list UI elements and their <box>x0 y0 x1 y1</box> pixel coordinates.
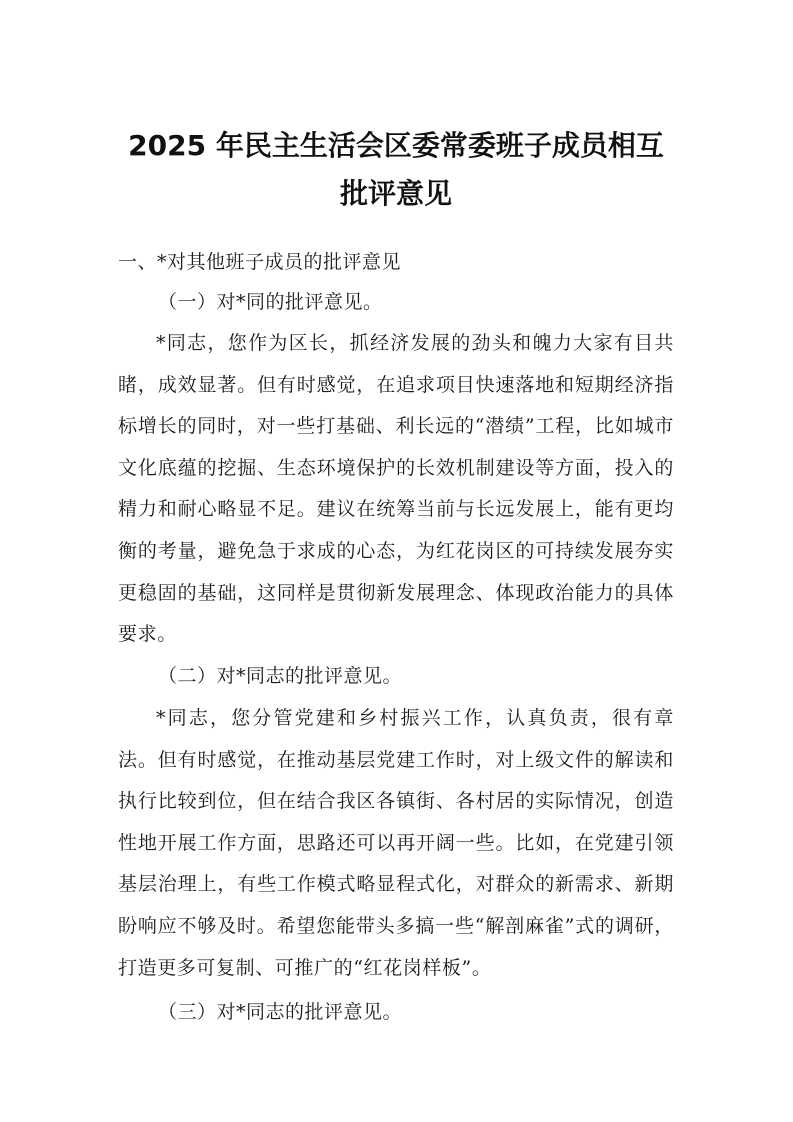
item-heading-1: （一）对*同的批评意见。 <box>158 291 383 313</box>
item-heading-3: （三）对*同志的批评意见。 <box>158 1001 403 1023</box>
document-title-line-1: 2025 年民主生活会区委常委班子成员相互 <box>128 129 664 162</box>
item-body-2: *同志，您分管党建和乡村振兴工作，认真负责，很有章法。但有时感觉，在推动基层党建工作时，对上级文件的解读和执行比较到位，但在结合我区各镇街、各村居的实际情况，创造性地开展工作方面，思路还可以再开阔一些。比如，在党建引领基层治理上，有些工作模式略显程式化，对群众的新需求、新期盼响应不够及时。希望您能带头多搞一些“解剖麻雀”式的调研，打造更多可复制、可推广的“红花岗样板”。 <box>118 707 674 979</box>
section-heading: 一、*对其他班子成员的批评意见 <box>118 251 402 273</box>
document-title-line-2: 批评意见 <box>339 177 452 210</box>
item-heading-2: （二）对*同志的批评意见。 <box>158 665 403 687</box>
item-body-1: *同志，您作为区长，抓经济发展的劲头和魄力大家有目共睹，成效显著。但有时感觉，在追求项目快速落地和短期经济指标增长的同时，对一些打基础、利长远的“潜绩”工程，比如城市文化底蕴的挖掘、生态环境保护的长效机制建设等方面，投入的精力和耐心略显不足。建议在统筹当前与长远发展上，能有更均衡的考量，避免急于求成的心态，为红花岗区的可持续发展夯实更稳固的基础，这同样是贯彻新发展理念、体现政治能力的具体要求。 <box>118 332 674 646</box>
